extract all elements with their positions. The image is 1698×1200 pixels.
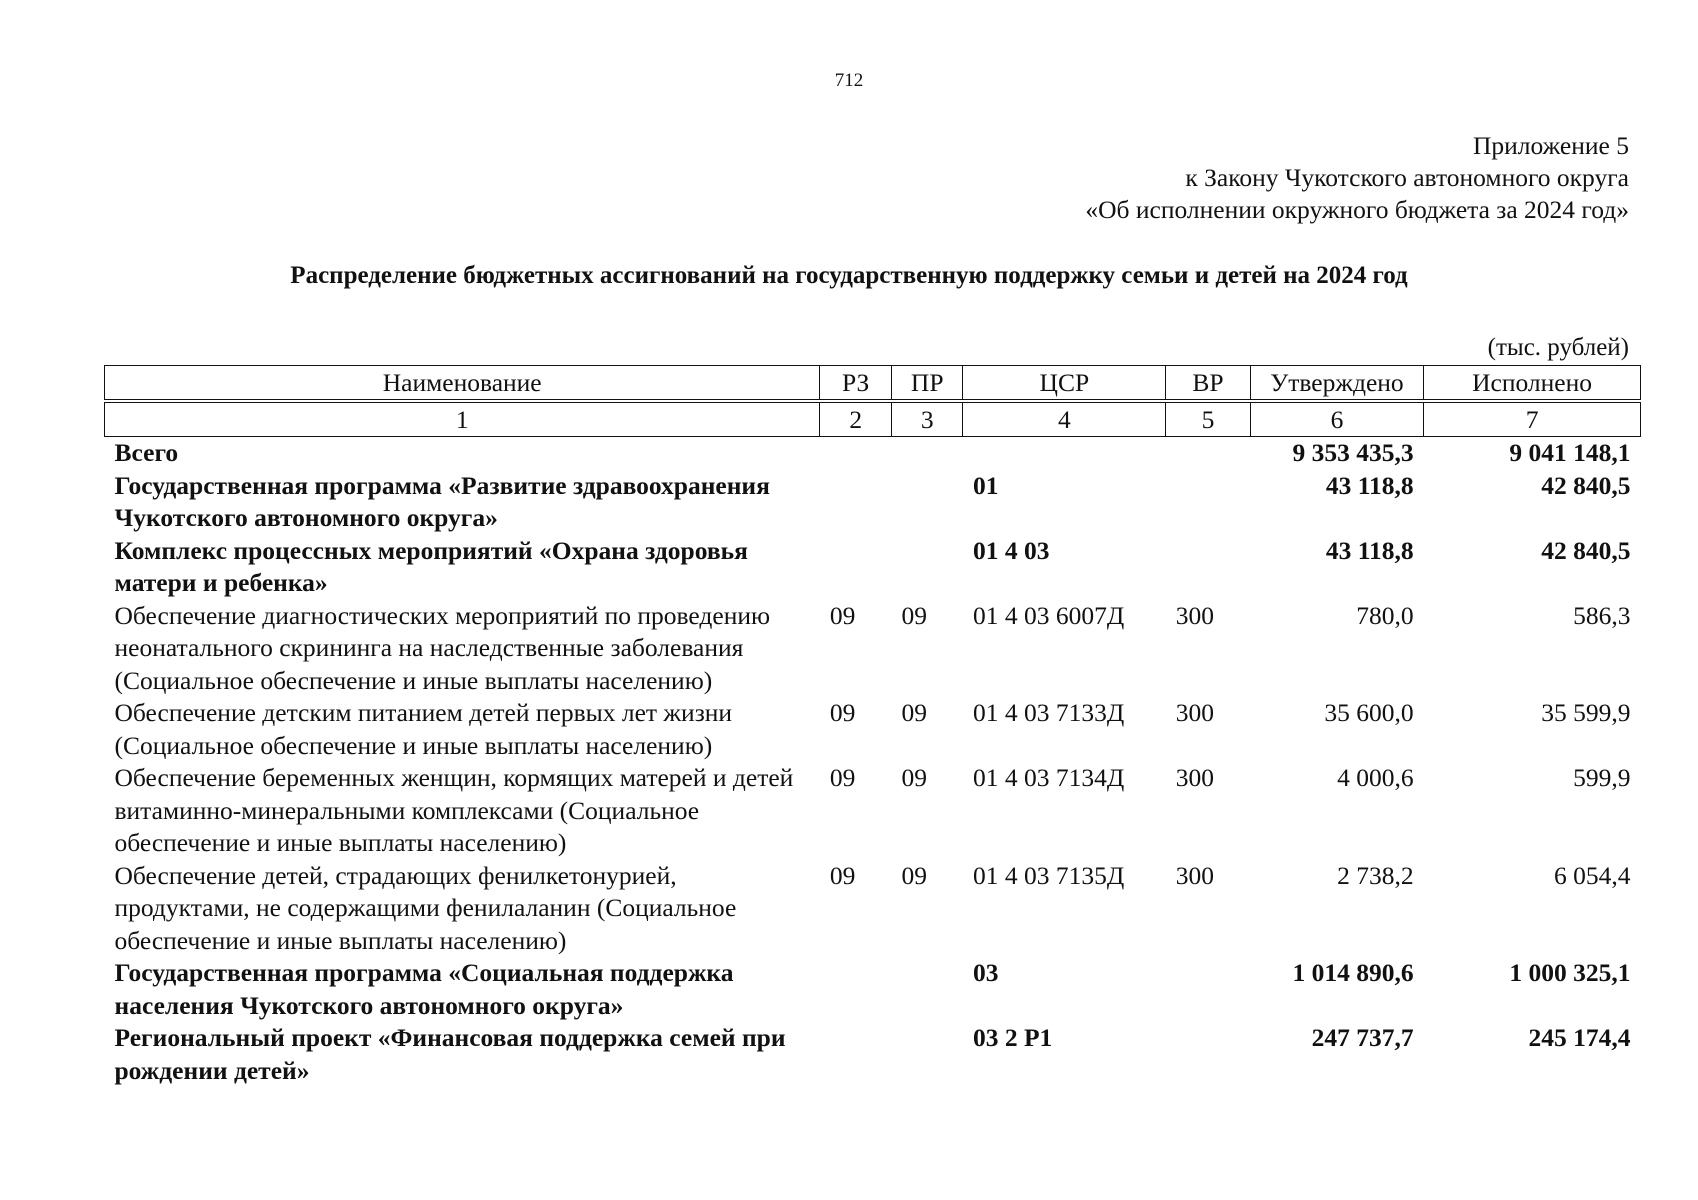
page-number: 712 [834,70,864,91]
header-name: Наименование [105,366,820,400]
table-row [105,860,1641,958]
cell-name: Всего [114,438,179,467]
column-number: 3 [891,403,963,437]
cell-vr: 300 [1175,698,1214,727]
cell-executed: 599,9 [1573,763,1631,792]
cell-pr [891,470,963,535]
cell-approved: 43 118,8 [1325,470,1414,500]
table-row [105,600,1641,698]
cell-rz [820,470,892,535]
header-vr: ВР [1166,366,1251,400]
header-approved: Утверждено [1250,366,1423,400]
cell-csr [963,437,1166,470]
cell-approved: 1 014 890,6 [1292,958,1414,987]
table-row [105,957,1641,1022]
cell-name: Обеспечение беременных женщин, кормящих матерей и детей витаминно-минеральными комплексами (Социальное обеспечение и иные выплаты населению) [114,763,794,857]
cell-vr: 300 [1175,600,1214,630]
cell-pr [891,535,963,600]
cell-rz: 09 [829,860,856,890]
cell-rz [820,437,892,470]
cell-vr [1166,957,1251,1022]
appendix-line-2: к Закону Чукотского автономного округа [1185,163,1629,192]
cell-name: Обеспечение детей, страдающих фенилкетонурией, продуктами, не содержащими фенилаланин (Социальное обеспечение и иные выплаты населению) [114,860,737,955]
cell-executed: 35 599,9 [1541,698,1631,727]
table-row [105,762,1641,860]
cell-csr: 01 [972,470,999,500]
cell-vr [1166,437,1251,470]
cell-pr: 09 [901,860,927,890]
cell-approved: 9 353 435,3 [1292,438,1414,467]
cell-pr: 09 [901,600,927,630]
cell-pr [891,1022,963,1087]
cell-rz [820,957,892,1022]
cell-name: Региональный проект «Финансовая поддержка семей при рождении детей» [114,1023,786,1085]
column-number: 6 [1250,403,1423,437]
cell-vr: 300 [1175,860,1214,890]
cell-csr: 01 4 03 7133Д [972,698,1125,727]
table-row [105,437,1641,470]
appendix-line-1: Приложение 5 [1473,131,1629,160]
appendix-line-3: «Об исполнении окружного бюджета за 2024 год» [1085,195,1629,224]
cell-approved: 2 738,2 [1337,860,1414,890]
cell-approved: 43 118,8 [1325,535,1414,565]
document-title: Распределение бюджетных ассигнований на государственную поддержку семьи и детей на 2024 год [290,262,1408,289]
cell-pr [891,437,963,470]
cell-vr [1166,1022,1251,1087]
column-number: 4 [963,403,1166,437]
cell-name: Обеспечение диагностических мероприятий по проведению неонатального скрининга на наследственные заболевания (Социальное обеспечение и иные выплаты населению) [114,600,771,695]
cell-approved: 4 000,6 [1337,763,1414,792]
table-body [105,366,1641,1088]
cell-csr: 03 [972,958,999,987]
appendix-block [1085,130,1629,226]
cell-rz [820,535,892,600]
cell-executed: 6 054,4 [1554,860,1631,890]
cell-approved: 35 600,0 [1324,698,1414,727]
cell-rz: 09 [829,600,856,630]
header-row [105,366,1641,400]
header-executed: Исполнено [1424,366,1641,400]
cell-rz: 09 [829,763,856,792]
column-number: 5 [1166,403,1251,437]
cell-name: Государственная программа «Развитие здравоохранения Чукотского автономного округа» [114,470,770,532]
cell-rz [820,1022,892,1087]
cell-csr: 01 4 03 7135Д [972,860,1125,890]
cell-executed: 1 000 325,1 [1509,958,1631,987]
column-number-row [105,403,1641,437]
cell-pr: 09 [901,763,927,792]
cell-executed: 586,3 [1573,600,1631,630]
cell-executed: 245 174,4 [1528,1023,1631,1052]
table-row [105,1022,1641,1087]
table-row [105,535,1641,600]
column-number: 1 [105,403,820,437]
cell-executed: 42 840,5 [1541,470,1631,500]
header-csr: ЦСР [963,366,1166,400]
column-number: 7 [1424,403,1641,437]
budget-table [104,365,1641,1087]
cell-pr: 09 [901,698,927,727]
cell-pr [891,957,963,1022]
column-number: 2 [820,403,892,437]
cell-csr: 01 4 03 7134Д [972,763,1125,792]
cell-rz: 09 [829,698,856,727]
header-pr: ПР [891,366,963,400]
cell-approved: 247 737,7 [1311,1023,1414,1052]
cell-name: Комплекс процессных мероприятий «Охрана здоровья матери и ребенка» [114,535,748,597]
cell-csr: 01 4 03 [972,535,1050,565]
units-label: (тыс. рублей) [1487,334,1629,361]
cell-vr: 300 [1175,763,1214,792]
cell-vr [1166,535,1251,600]
cell-name: Государственная программа «Социальная поддержка населения Чукотского автономного округа» [114,958,734,1020]
header-rz: РЗ [820,366,892,400]
cell-csr: 01 4 03 6007Д [972,600,1125,630]
table-row [105,470,1641,535]
cell-name: Обеспечение детским питанием детей первых лет жизни (Социальное обеспечение и иные выплаты населению) [114,698,733,760]
cell-executed: 9 041 148,1 [1509,438,1631,467]
cell-executed: 42 840,5 [1541,535,1631,565]
cell-vr [1166,470,1251,535]
cell-approved: 780,0 [1356,600,1414,630]
cell-csr: 03 2 Р1 [972,1023,1053,1052]
table-row [105,697,1641,762]
